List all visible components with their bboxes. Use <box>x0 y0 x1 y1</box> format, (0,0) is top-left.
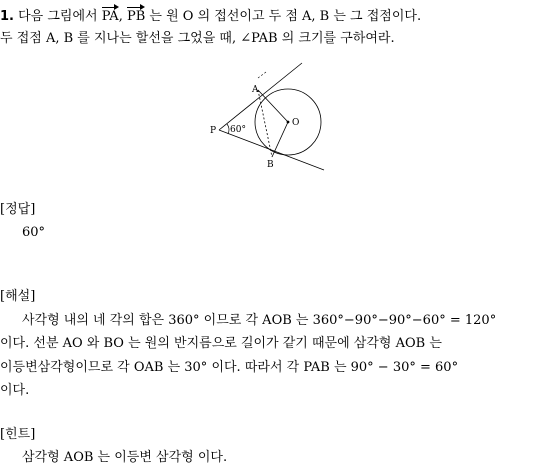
label-p: P <box>210 126 217 136</box>
explanation-line-2: 이다. 선분 AO 와 BO 는 원의 반지름으로 길이가 같기 때문에 삼각형 AOB 는 <box>0 336 442 351</box>
explanation-line-1: 사각형 내의 네 각의 합은 360° 이므로 각 AOB 는 360°−90°−90°−60° = 120° <box>22 313 497 328</box>
label-o: O <box>292 118 300 128</box>
explanation-line-4: 이다. <box>0 383 30 398</box>
secant-extension <box>258 72 266 78</box>
angle-arc <box>227 124 229 134</box>
question-text-part1: 다음 그림에서 <box>18 9 102 24</box>
vector-pb: PB <box>127 6 145 25</box>
answer-heading: [정답] <box>0 202 36 217</box>
label-b: B <box>267 160 274 170</box>
answer-value: 60° <box>22 225 46 240</box>
question-number: 1. <box>0 9 14 24</box>
hint-heading: [힌트] <box>0 427 36 442</box>
question-line-1 <box>0 6 421 25</box>
angle-label: 60° <box>230 125 246 135</box>
explanation-heading: [해설] <box>0 289 36 304</box>
tangent-circle-figure <box>200 58 332 176</box>
question-text-part2: 는 원 O 의 접선이고 두 점 A, B 는 그 접점이다. <box>145 9 422 24</box>
hint-text: 삼각형 AOB 는 이등변 삼각형 이다. <box>22 450 228 465</box>
tangent-line-pa <box>219 63 302 130</box>
radius-oa <box>258 90 288 122</box>
label-a: A <box>252 85 259 95</box>
secant-ab <box>258 90 272 157</box>
radius-ob <box>272 122 288 157</box>
vector-pa: PA <box>102 6 119 25</box>
center-point <box>287 121 290 124</box>
question-line-2: 두 접점 A, B 를 지나는 할선을 그었을 때, ∠PAB 의 크기를 구하여라. <box>0 31 395 46</box>
explanation-line-3: 이등변삼각형이므로 각 OAB 는 30° 이다. 따라서 각 PAB 는 90° − 30° = 60° <box>0 360 459 375</box>
question-comma: , <box>118 9 127 24</box>
